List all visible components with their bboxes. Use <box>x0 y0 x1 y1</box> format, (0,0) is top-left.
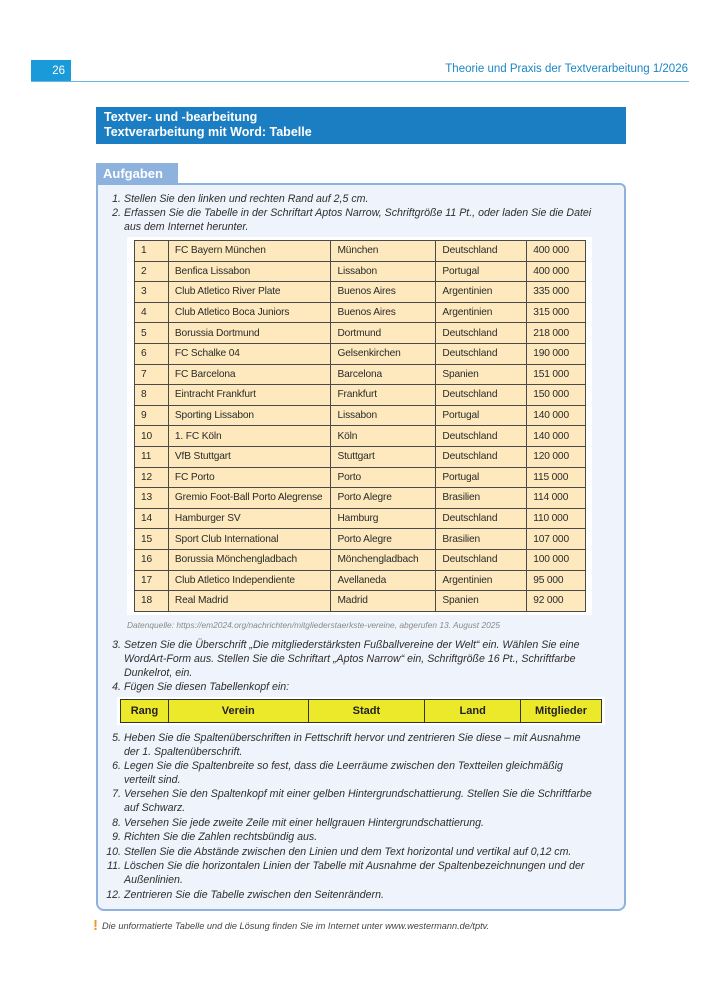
table-cell: Brasilien <box>436 529 527 550</box>
header-cell-stadt: Stadt <box>308 700 425 723</box>
table-cell: Sporting Lissabon <box>168 405 331 426</box>
table-row <box>135 488 586 509</box>
table-cell: 2 <box>135 261 169 282</box>
table-cell: VfB Stuttgart <box>168 446 331 467</box>
table-cell: Benfica Lissabon <box>168 261 331 282</box>
table-cell: Barcelona <box>331 364 436 385</box>
table-cell: 151 000 <box>527 364 586 385</box>
table-cell: Avellaneda <box>331 570 436 591</box>
table-cell: 92 000 <box>527 591 586 612</box>
table-cell: Stuttgart <box>331 446 436 467</box>
table-cell: Frankfurt <box>331 385 436 406</box>
table-cell: 1. FC Köln <box>168 426 331 447</box>
table-row <box>135 549 586 570</box>
table-cell: 315 000 <box>527 302 586 323</box>
table-cell: 100 000 <box>527 549 586 570</box>
table-cell: Gremio Foot-Ball Porto Alegrense <box>168 488 331 509</box>
table-row <box>135 529 586 550</box>
table-cell: 17 <box>135 570 169 591</box>
task-item: 7. Versehen Sie den Spaltenkopf mit einer gelben Hintergrundschattierung. Stellen Sie die Schriftfarbe auf Schwarz. <box>112 788 592 814</box>
table-cell: Lissabon <box>331 405 436 426</box>
table-row <box>135 508 586 529</box>
table-row <box>135 446 586 467</box>
table-cell: FC Schalke 04 <box>168 343 331 364</box>
table-row <box>135 343 586 364</box>
club-table <box>134 240 586 612</box>
section-title-line1: Textver- und -bearbeitung <box>104 110 258 124</box>
table-cell: Deutschland <box>436 343 527 364</box>
section-banner <box>96 107 626 144</box>
table-cell: 13 <box>135 488 169 509</box>
data-source-note: Datenquelle: https://em2024.org/nachrichten/mitgliederstaerkste-vereine, abgerufen 13. August 2025 <box>127 620 501 630</box>
table-cell: 335 000 <box>527 282 586 303</box>
table-row <box>135 570 586 591</box>
table-row <box>135 241 586 262</box>
table-cell: Eintracht Frankfurt <box>168 385 331 406</box>
table-cell: 190 000 <box>527 343 586 364</box>
task-item: 10. Stellen Sie die Abstände zwischen den Linien und dem Text horizontal und vertikal auf 0,12 cm. <box>106 846 572 858</box>
table-cell: Borussia Mönchengladbach <box>168 549 331 570</box>
table-cell: Argentinien <box>436 302 527 323</box>
table-cell: 150 000 <box>527 385 586 406</box>
table-cell: 114 000 <box>527 488 586 509</box>
table-cell: 8 <box>135 385 169 406</box>
table-cell: Deutschland <box>436 323 527 344</box>
club-table-image <box>127 237 592 615</box>
tasks-label: Aufgaben <box>96 163 178 184</box>
table-cell: FC Porto <box>168 467 331 488</box>
table-cell: Dortmund <box>331 323 436 344</box>
table-cell: Sport Club International <box>168 529 331 550</box>
table-cell: 400 000 <box>527 241 586 262</box>
task-item: 11. Löschen Sie die horizontalen Linien der Tabelle mit Ausnahme der Spaltenbezeichnungen und der Außenlinien. <box>107 860 585 886</box>
table-cell: 95 000 <box>527 570 586 591</box>
table-cell: Real Madrid <box>168 591 331 612</box>
table-cell: 9 <box>135 405 169 426</box>
table-cell: Club Atletico River Plate <box>168 282 331 303</box>
publication-title: Theorie und Praxis der Textverarbeitung 1/2026 <box>445 63 688 75</box>
table-row <box>135 282 586 303</box>
table-cell: 11 <box>135 446 169 467</box>
table-cell: 1 <box>135 241 169 262</box>
table-cell: 16 <box>135 549 169 570</box>
footer-note-text: Die unformatierte Tabelle und die Lösung finden Sie im Internet unter www.westermann.de/tptv. <box>102 921 490 931</box>
table-cell: Hamburger SV <box>168 508 331 529</box>
task-item: 1. Stellen Sie den linken und rechten Rand auf 2,5 cm. <box>112 193 369 205</box>
table-cell: 120 000 <box>527 446 586 467</box>
task-item: 9. Richten Sie die Zahlen rechtsbündig aus. <box>112 831 318 843</box>
header-rule <box>31 81 689 82</box>
table-row <box>135 364 586 385</box>
table-row <box>135 302 586 323</box>
page-header <box>0 60 720 82</box>
table-cell: 15 <box>135 529 169 550</box>
table-cell: Club Atletico Independiente <box>168 570 331 591</box>
table-cell: 3 <box>135 282 169 303</box>
table-cell: 18 <box>135 591 169 612</box>
table-row <box>135 426 586 447</box>
table-cell: Spanien <box>436 364 527 385</box>
page-number: 26 <box>31 60 71 82</box>
table-cell: FC Bayern München <box>168 241 331 262</box>
table-cell: 115 000 <box>527 467 586 488</box>
column-header-table <box>120 699 602 723</box>
table-cell: Gelsenkirchen <box>331 343 436 364</box>
table-cell: 5 <box>135 323 169 344</box>
table-cell: Portugal <box>436 261 527 282</box>
header-cell-rang: Rang <box>121 700 169 723</box>
header-cell-land: Land <box>425 700 521 723</box>
table-row <box>135 261 586 282</box>
table-cell: Portugal <box>436 405 527 426</box>
section-title-line2: Textverarbeitung mit Word: Tabelle <box>104 124 312 139</box>
table-cell: 14 <box>135 508 169 529</box>
table-cell: 400 000 <box>527 261 586 282</box>
table-cell: Deutschland <box>436 426 527 447</box>
task-item: 8. Versehen Sie jede zweite Zeile mit einer hellgrauen Hintergrundschattierung. <box>112 817 484 829</box>
table-row <box>135 591 586 612</box>
table-cell: Portugal <box>436 467 527 488</box>
table-cell: 10 <box>135 426 169 447</box>
table-cell: Brasilien <box>436 488 527 509</box>
table-cell: München <box>331 241 436 262</box>
table-cell: Porto Alegre <box>331 529 436 550</box>
table-cell: Club Atletico Boca Juniors <box>168 302 331 323</box>
table-cell: Porto Alegre <box>331 488 436 509</box>
table-cell: Borussia Dortmund <box>168 323 331 344</box>
table-cell: Buenos Aires <box>331 282 436 303</box>
table-cell: Spanien <box>436 591 527 612</box>
table-cell: Deutschland <box>436 446 527 467</box>
table-row <box>135 323 586 344</box>
header-cell-mitglieder: Mitglieder <box>521 700 602 723</box>
table-cell: 7 <box>135 364 169 385</box>
table-cell: Deutschland <box>436 241 527 262</box>
table-cell: FC Barcelona <box>168 364 331 385</box>
table-cell: Deutschland <box>436 508 527 529</box>
task-item: 12. Zentrieren Sie die Tabelle zwischen den Seitenrändern. <box>106 889 384 901</box>
table-cell: Madrid <box>331 591 436 612</box>
table-row <box>135 385 586 406</box>
table-cell: Lissabon <box>331 261 436 282</box>
task-item: 2. Erfassen Sie die Tabelle in der Schriftart Aptos Narrow, Schriftgröße 11 Pt., oder laden Sie die Datei aus dem Internet herunter. <box>112 207 592 233</box>
table-cell: Buenos Aires <box>331 302 436 323</box>
footer-note <box>93 916 489 933</box>
table-cell: Porto <box>331 467 436 488</box>
table-cell: Deutschland <box>436 549 527 570</box>
table-row <box>135 405 586 426</box>
table-cell: 140 000 <box>527 405 586 426</box>
task-item: 6. Legen Sie die Spaltenbreite so fest, dass die Leerräume zwischen den Textteilen gleichmäßig verteilt sind. <box>112 760 563 786</box>
table-cell: Deutschland <box>436 385 527 406</box>
header-table-image <box>117 697 605 725</box>
table-cell: 110 000 <box>527 508 586 529</box>
table-cell: 107 000 <box>527 529 586 550</box>
table-row <box>135 467 586 488</box>
table-cell: 140 000 <box>527 426 586 447</box>
task-item: 5. Heben Sie die Spaltenüberschriften in Fettschrift hervor und zentrieren Sie diese – mit Ausnahme der 1. Spaltenüberschrift. <box>112 732 581 758</box>
table-cell: Köln <box>331 426 436 447</box>
exclamation-icon: ! <box>93 917 98 934</box>
table-cell: 4 <box>135 302 169 323</box>
table-cell: Argentinien <box>436 282 527 303</box>
task-item: 4. Fügen Sie diesen Tabellenkopf ein: <box>112 681 290 693</box>
table-cell: 6 <box>135 343 169 364</box>
table-cell: Argentinien <box>436 570 527 591</box>
header-cell-verein: Verein <box>168 700 308 723</box>
table-cell: 12 <box>135 467 169 488</box>
table-cell: 218 000 <box>527 323 586 344</box>
table-cell: Mönchengladbach <box>331 549 436 570</box>
task-item: 3. Setzen Sie die Überschrift „Die mitgliederstärksten Fußballvereine der Welt“ ein. Wählen Sie eine WordArt-Form aus. Stellen Sie die Schriftart „Aptos Narrow“ ein, Schriftgröße 16 Pt., Schriftfarbe Dunkelrot, ein. <box>112 639 580 679</box>
table-cell: Hamburg <box>331 508 436 529</box>
